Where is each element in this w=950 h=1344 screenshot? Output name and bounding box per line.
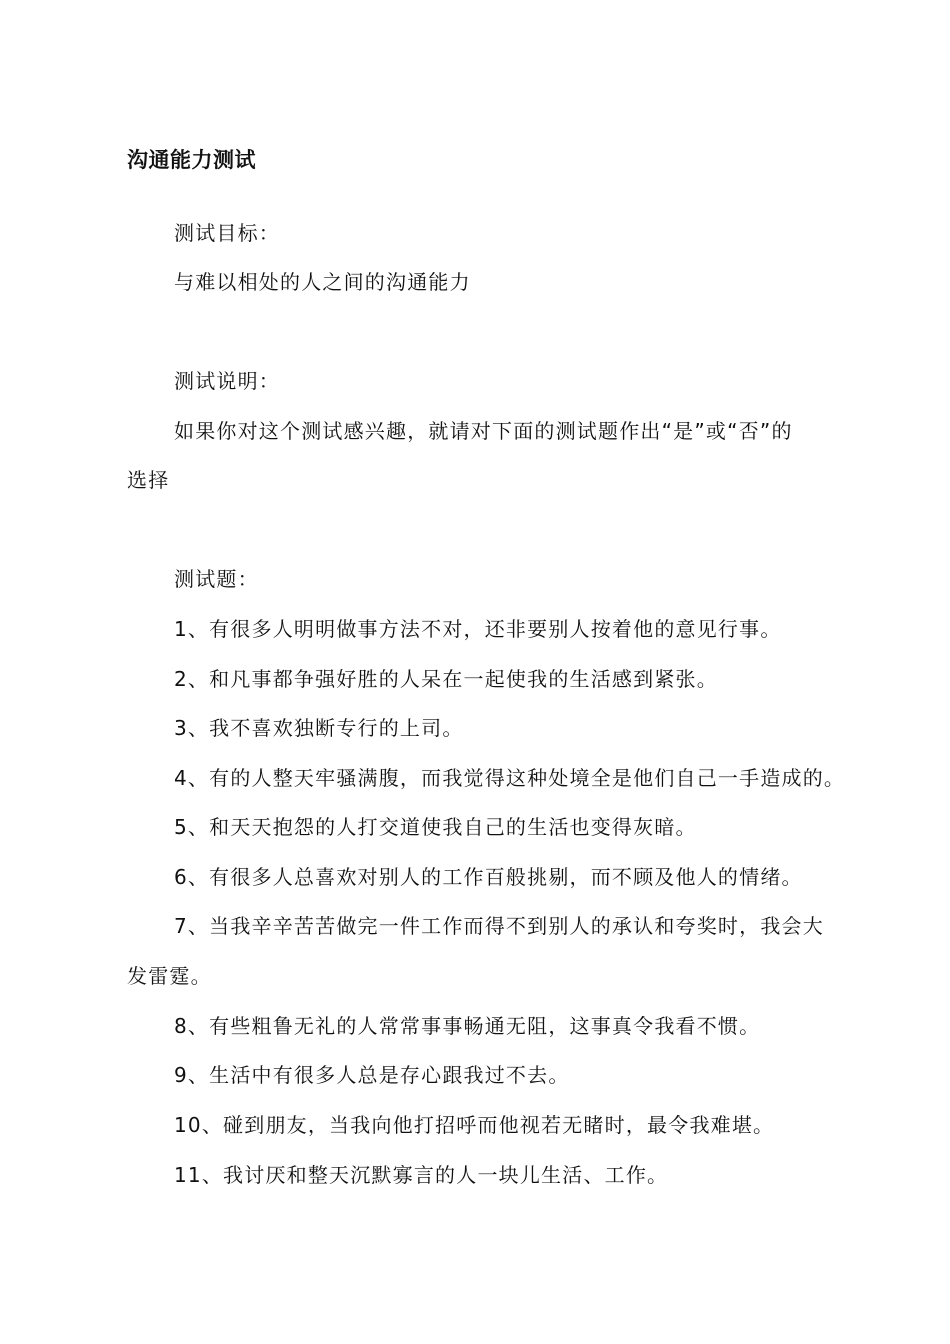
question-item: 1、有很多人明明做事方法不对，还非要别人按着他的意见行事。 (174, 617, 782, 641)
question-item: 2、和凡事都争强好胜的人呆在一起使我的生活感到紧张。 (174, 667, 718, 691)
instructions-heading: 测试说明： (174, 369, 280, 393)
goal-heading: 测试目标： (174, 221, 280, 245)
question-item: 6、有很多人总喜欢对别人的工作百般挑剔，而不顾及他人的情绪。 (174, 865, 803, 889)
question-item-continuation: 发雷霆。 (127, 964, 212, 988)
document-title: 沟通能力测试 (127, 148, 256, 172)
question-item: 11、我讨厌和整天沉默寡言的人一块儿生活、工作。 (174, 1163, 669, 1187)
instructions-text-line2: 选择 (127, 468, 170, 492)
question-item: 8、有些粗鲁无礼的人常常事事畅通无阻，这事真令我看不惯。 (174, 1014, 761, 1038)
question-item: 4、有的人整天牢骚满腹，而我觉得这种处境全是他们自己一手造成的。 (174, 766, 846, 790)
question-item: 7、当我辛辛苦苦做完一件工作而得不到别人的承认和夸奖时，我会大 (174, 914, 824, 938)
question-item: 3、我不喜欢独断专行的上司。 (174, 716, 464, 740)
question-item: 10、碰到朋友，当我向他打招呼而他视若无睹时，最令我难堪。 (174, 1113, 775, 1137)
goal-text: 与难以相处的人之间的沟通能力 (174, 270, 471, 294)
instructions-text-line1: 如果你对这个测试感兴趣，就请对下面的测试题作出“是”或“否”的 (174, 419, 793, 443)
question-item: 5、和天天抱怨的人打交道使我自己的生活也变得灰暗。 (174, 815, 697, 839)
question-item: 9、生活中有很多人总是存心跟我过不去。 (174, 1063, 570, 1087)
questions-heading: 测试题： (174, 567, 259, 591)
